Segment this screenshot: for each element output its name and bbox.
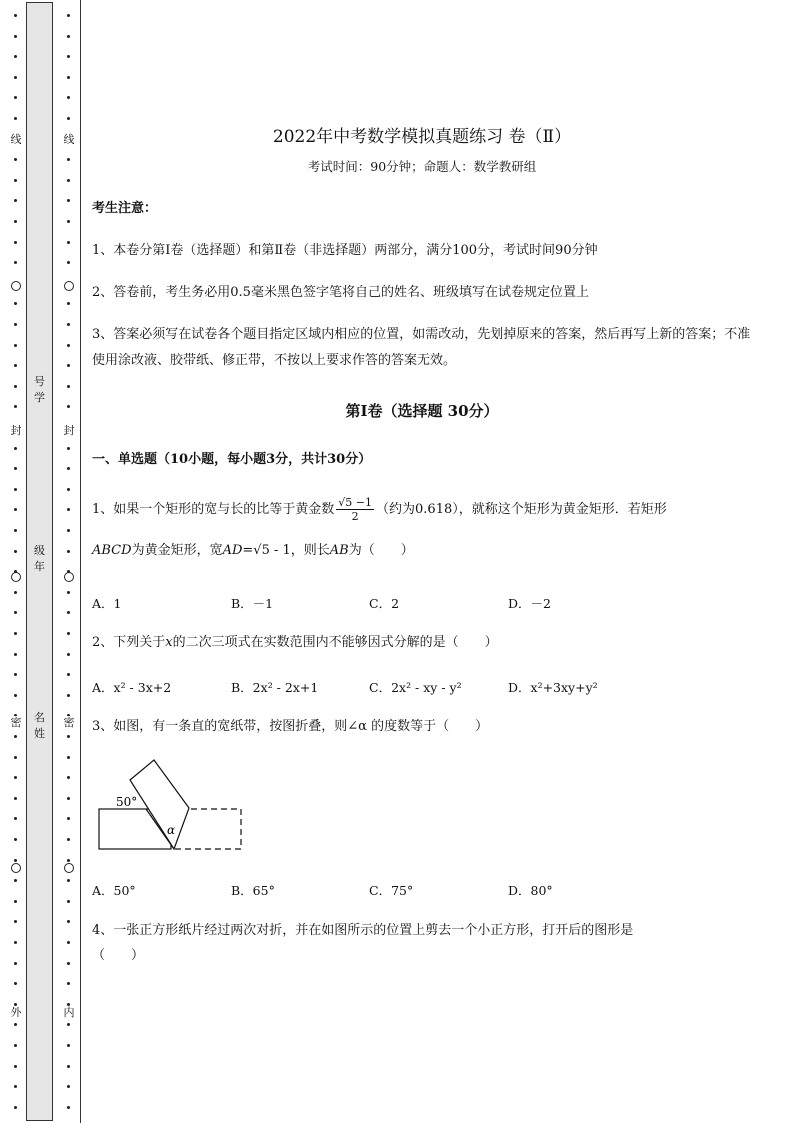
margin-dot <box>14 488 17 491</box>
margin-dot <box>14 467 17 470</box>
outer-char-wai: 外 <box>10 1006 22 1019</box>
option-b[interactable]: B．2x² - 2x+1 <box>231 680 319 695</box>
option-d[interactable]: D．x²+3xy+y² <box>508 680 598 695</box>
margin-dot <box>67 405 70 408</box>
question-1-line-1: 1、如果一个矩形的宽与长的比等于黄金数 $\frac{√5 -1}{2}$ （约为0.618），就称这个矩形为黄金矩形．若矩形 <box>92 496 667 523</box>
margin-dot <box>14 694 17 697</box>
margin-dot <box>67 14 70 17</box>
option-c[interactable]: C．2x² - xy - y² <box>369 680 462 695</box>
exam-subtitle: 考试时间：90分钟；命题人：数学教研组 <box>307 159 537 174</box>
part-heading: 一、单选题（10小题，每小题3分，共计30分） <box>92 452 372 467</box>
margin-dot <box>67 879 70 882</box>
margin-dot <box>14 962 17 965</box>
margin-dot <box>14 632 17 635</box>
margin-dot <box>14 859 17 862</box>
field-label-grade: 级 年 <box>34 544 45 573</box>
margin-dot <box>67 1023 70 1026</box>
margin-dot <box>67 1106 70 1109</box>
inner-char-mi: 密 <box>63 716 75 729</box>
margin-dot <box>67 1065 70 1068</box>
margin-dot <box>67 591 70 594</box>
margin-dot <box>67 488 70 491</box>
binding-margin <box>0 0 82 1123</box>
margin-dot <box>67 962 70 965</box>
inner-circle-mark <box>64 572 74 582</box>
option-a[interactable]: A．1 <box>92 596 122 611</box>
margin-dot <box>14 529 17 532</box>
outer-dotted-line <box>9 0 23 1123</box>
margin-dot <box>67 632 70 635</box>
margin-dot <box>14 364 17 367</box>
margin-dot <box>14 653 17 656</box>
margin-dot <box>67 735 70 738</box>
margin-dot <box>14 241 17 244</box>
margin-dot <box>14 261 17 264</box>
margin-dot <box>14 405 17 408</box>
exam-title: 2022年中考数学模拟真题练习 卷（Ⅱ） <box>272 127 572 147</box>
margin-dot <box>67 982 70 985</box>
margin-dot <box>14 611 17 614</box>
margin-dot <box>14 76 17 79</box>
option-a[interactable]: A．50° <box>92 883 136 898</box>
margin-dot <box>14 199 17 202</box>
margin-dot <box>67 611 70 614</box>
inner-dotted-line <box>62 0 76 1123</box>
margin-dot <box>14 797 17 800</box>
margin-border-line <box>80 0 81 1123</box>
margin-dot <box>67 859 70 862</box>
margin-dot <box>14 220 17 223</box>
margin-dot <box>67 302 70 305</box>
margin-dot <box>14 55 17 58</box>
margin-dot <box>14 508 17 511</box>
margin-dot <box>67 1085 70 1088</box>
notice-heading: 考生注意： <box>92 201 158 216</box>
question-3-stem: 3、如图，有一条直的宽纸带，按图折叠，则∠α 的度数等于（ ） <box>92 719 489 734</box>
margin-dot <box>14 920 17 923</box>
margin-dot <box>67 323 70 326</box>
margin-dot <box>67 797 70 800</box>
golden-ratio-fraction: $\frac{√5 -1}{2}$ <box>338 496 373 523</box>
question-1-line-2: ABCD为黄金矩形，宽AD=√5 - 1，则长AB为（ ） <box>92 543 414 558</box>
margin-dot <box>14 96 17 99</box>
inner-circle-mark <box>64 281 74 291</box>
margin-dot <box>14 879 17 882</box>
notice-item: 2、答卷前，考生务必用0.5毫米黑色签字笔将自己的姓名、班级填写在试卷规定位置上 <box>92 285 589 300</box>
margin-dot <box>67 900 70 903</box>
margin-dot <box>67 838 70 841</box>
margin-dot <box>67 158 70 161</box>
question-4-stem-line-2: （ ） <box>92 948 145 963</box>
margin-dot <box>67 467 70 470</box>
margin-dot <box>14 591 17 594</box>
inner-circle-mark <box>64 863 74 873</box>
option-b[interactable]: B．－1 <box>231 596 274 611</box>
notice-item: 3、答案必须写在试卷各个题目指定区域内相应的位置，如需改动，先划掉原来的答案，然后再写上新的答案；不准使用涂改液、胶带纸、修正带，不按以上要求作答的答案无效。 <box>92 327 751 368</box>
option-c[interactable]: C．2 <box>369 596 400 611</box>
outer-char-feng: 封 <box>10 424 22 437</box>
question-2-stem: 2、下列关于x的二次三项式在实数范围内不能够因式分解的是（ ） <box>92 635 498 650</box>
margin-dot <box>67 55 70 58</box>
margin-dot <box>67 117 70 120</box>
outer-circle-mark <box>11 863 21 873</box>
margin-dot <box>67 529 70 532</box>
margin-dot <box>67 776 70 779</box>
margin-dot <box>14 982 17 985</box>
margin-dot <box>14 158 17 161</box>
outer-circle-mark <box>11 572 21 582</box>
margin-dot <box>67 179 70 182</box>
field-label-student-number: 号 学 <box>34 375 45 404</box>
option-b[interactable]: B．65° <box>231 883 275 898</box>
margin-dot <box>67 261 70 264</box>
margin-dot <box>67 241 70 244</box>
margin-dot <box>14 385 17 388</box>
margin-dot <box>67 653 70 656</box>
margin-dot <box>14 1106 17 1109</box>
alpha-label: α <box>167 823 176 837</box>
margin-dot <box>14 1044 17 1047</box>
margin-dot <box>67 199 70 202</box>
margin-dot <box>14 179 17 182</box>
margin-dot <box>67 385 70 388</box>
margin-dot <box>14 117 17 120</box>
margin-dot <box>67 756 70 759</box>
outer-circle-mark <box>11 281 21 291</box>
option-d[interactable]: D．－2 <box>508 596 551 611</box>
margin-dot <box>14 900 17 903</box>
margin-dot <box>67 220 70 223</box>
folded-strip-figure <box>98 758 248 853</box>
margin-dot <box>14 35 17 38</box>
field-label-name: 名 姓 <box>34 711 45 740</box>
margin-dot <box>14 323 17 326</box>
margin-dot <box>14 550 17 553</box>
margin-dot <box>67 364 70 367</box>
margin-dot <box>67 508 70 511</box>
margin-dot <box>67 817 70 820</box>
margin-dot <box>14 344 17 347</box>
folded-flap <box>130 760 189 849</box>
margin-dot <box>67 344 70 347</box>
margin-dot <box>14 756 17 759</box>
question-4-stem-line-1: 4、一张正方形纸片经过两次对折，并在如图所示的位置上剪去一个小正方形，打开后的图形是 <box>92 923 634 938</box>
notice-item: 1、本卷分第I卷（选择题）和第Ⅱ卷（非选择题）两部分，满分100分，考试时间90分钟 <box>92 243 598 258</box>
margin-dot <box>67 941 70 944</box>
margin-dot <box>14 14 17 17</box>
margin-dot <box>67 35 70 38</box>
margin-dot <box>14 776 17 779</box>
margin-dot <box>14 1065 17 1068</box>
outer-char-xian: 线 <box>10 133 22 146</box>
inner-char-nei: 内 <box>63 1006 75 1019</box>
margin-dot <box>67 694 70 697</box>
margin-dot <box>67 1044 70 1047</box>
margin-dot <box>14 302 17 305</box>
margin-dot <box>67 96 70 99</box>
margin-dot <box>14 838 17 841</box>
option-d[interactable]: D．80° <box>508 883 553 898</box>
option-a[interactable]: A．x² - 3x+2 <box>92 680 172 695</box>
margin-dot <box>67 673 70 676</box>
margin-dot <box>14 1023 17 1026</box>
angle-50-label: 50° <box>116 795 138 809</box>
option-c[interactable]: C．75° <box>369 883 414 898</box>
inner-char-feng: 封 <box>63 424 75 437</box>
margin-dot <box>67 550 70 553</box>
inner-char-xian: 线 <box>63 133 75 146</box>
margin-dot <box>14 941 17 944</box>
outer-char-mi: 密 <box>10 716 22 729</box>
margin-dot <box>14 1085 17 1088</box>
margin-dot <box>67 920 70 923</box>
margin-dot <box>14 735 17 738</box>
margin-dot <box>67 76 70 79</box>
margin-dot <box>14 817 17 820</box>
section-title: 第I卷（选择题 30分） <box>345 402 499 420</box>
margin-dot <box>14 673 17 676</box>
margin-dot <box>14 447 17 450</box>
margin-dot <box>67 447 70 450</box>
